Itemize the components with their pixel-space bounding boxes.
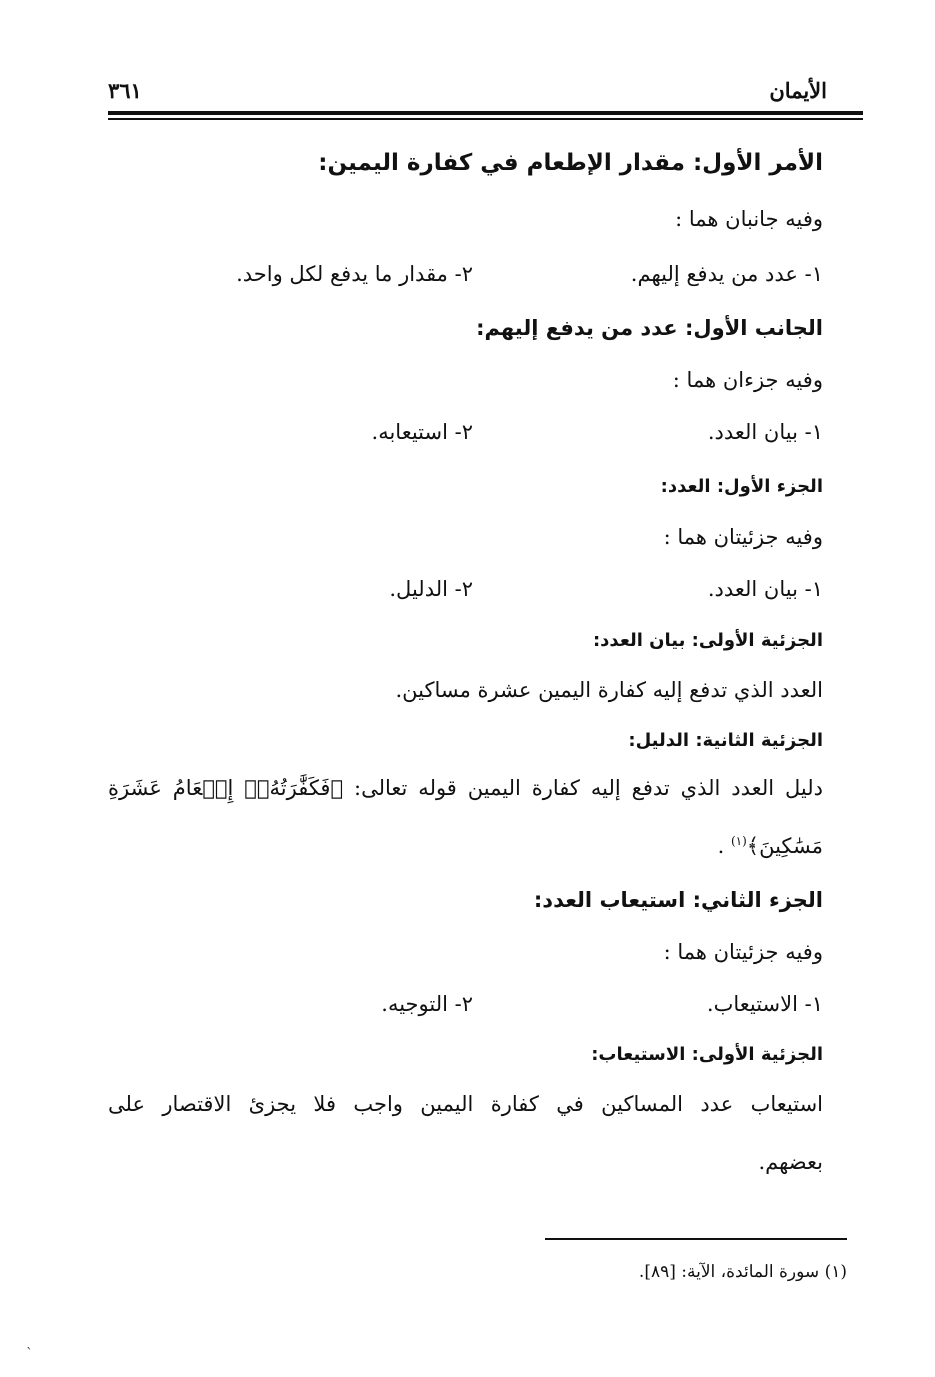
part-heading-1: الجزء الأول: العدد:	[660, 476, 823, 497]
intro-line-4: وفيه جزئيتان هما :	[663, 940, 823, 964]
page-header	[108, 74, 827, 104]
paragraph-1: العدد الذي تدفع إليه كفارة اليمين عشرة مساكين.	[395, 678, 823, 702]
section-heading-1: الجانب الأول: عدد من يدفع إليهم:	[476, 316, 823, 340]
paragraph-3-line-2: بعضهم.	[758, 1150, 823, 1174]
sub-heading-2: الجزئية الثانية: الدليل:	[628, 730, 823, 751]
list-1	[183, 262, 823, 294]
page-number: ٣٦١	[108, 78, 142, 103]
paragraph-3-line-1: استيعاب عدد المساكين في كفارة اليمين واجب فلا يجزئ الاقتصار على	[108, 1092, 823, 1116]
list-2-item-2: ٢- استيعابه.	[371, 420, 473, 444]
intro-line-3: وفيه جزئيتان هما :	[663, 525, 823, 549]
footnote-separator	[545, 1238, 847, 1240]
quran-verse-end: مَسَٰكِينَ﴾	[746, 834, 823, 858]
list-3-item-2: ٢- الدليل.	[389, 577, 473, 601]
margin-mark: `	[26, 1346, 33, 1362]
list-3	[183, 577, 823, 609]
list-2-item-1: ١- بيان العدد.	[707, 420, 823, 444]
sub-heading-3: الجزئية الأولى: الاستيعاب:	[591, 1044, 823, 1065]
list-1-item-2: ٢- مقدار ما يدفع لكل واحد.	[236, 262, 473, 286]
paragraph-2-line-1: دليل العدد الذي تدفع إليه كفارة اليمين قوله تعالى: ﴿فَكَفَّٰرَتُهُۥٓ إِطۡعَامُ عَشَرَةِ	[108, 776, 823, 800]
intro-line-1: وفيه جانبان هما :	[675, 207, 823, 231]
intro-line-2: وفيه جزءان هما :	[672, 368, 823, 392]
list-4-item-1: ١- الاستيعاب.	[706, 992, 823, 1016]
list-1-item-1: ١- عدد من يدفع إليهم.	[630, 262, 823, 286]
main-heading: الأمر الأول: مقدار الإطعام في كفارة اليمين:	[318, 150, 823, 176]
running-title: الأيمان	[769, 78, 827, 103]
list-3-item-1: ١- بيان العدد.	[707, 577, 823, 601]
header-rule-thick	[108, 111, 863, 115]
list-4	[183, 992, 823, 1024]
list-2	[183, 420, 823, 452]
footnote: (١) سورة المائدة، الآية: [٨٩].	[638, 1262, 847, 1282]
footnote-ref: (١)	[730, 834, 747, 848]
sentence-period: .	[717, 834, 725, 858]
part-heading-2: الجزء الثاني: استيعاب العدد:	[533, 888, 823, 912]
list-4-item-2: ٢- التوجيه.	[381, 992, 473, 1016]
sub-heading-1: الجزئية الأولى: بيان العدد:	[592, 630, 823, 651]
paragraph-2-line-2	[718, 834, 823, 858]
header-rule-thin	[108, 118, 863, 120]
